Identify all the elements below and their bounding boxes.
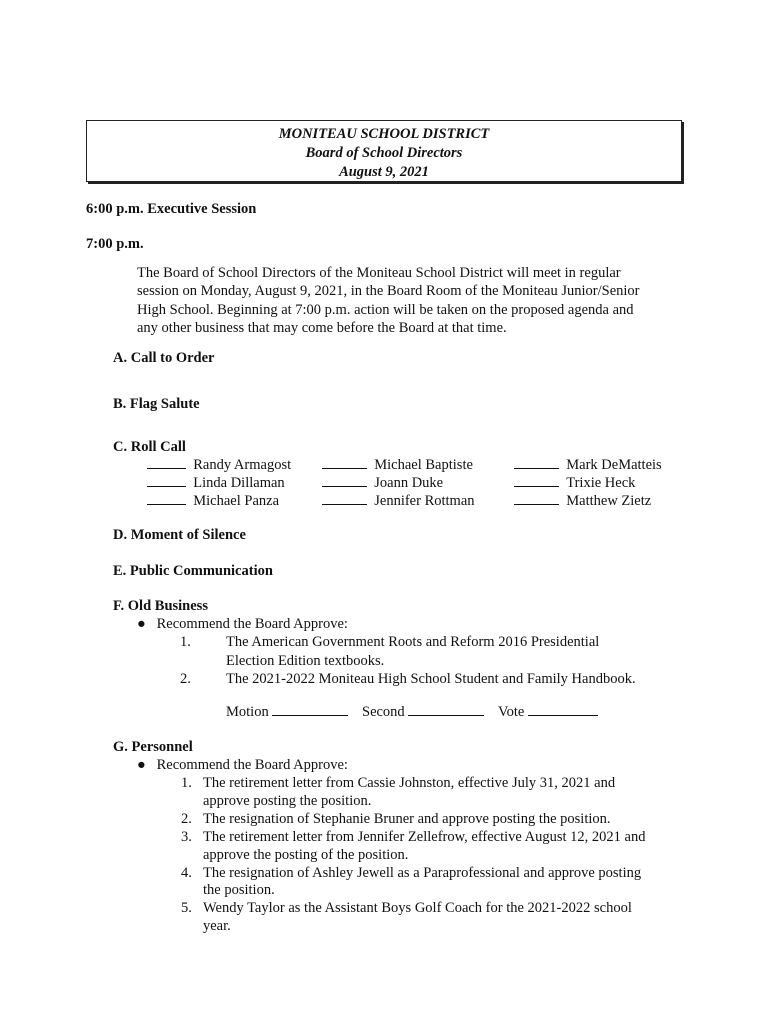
section-old-business: F. Old Business [113,598,208,614]
personnel-item-text: the position. [203,882,275,898]
section-call-to-order: A. Call to Order [113,350,215,366]
personnel-item-text: approve the posting of the position. [203,847,409,863]
personnel-item-text: year. [203,918,231,934]
district-name: MONITEAU SCHOOL DISTRICT [278,126,490,142]
roll-call-col3 [514,456,662,510]
roll-call-entry: Michael Panza [147,492,291,510]
roll-call-col2 [322,456,475,510]
roll-call-entry: Mark DeMatteis [514,456,662,474]
roll-call-entry: Trixie Heck [514,474,662,492]
section-personnel: G. Personnel [113,739,193,755]
roll-call-entry: Joann Duke [322,474,475,492]
personnel-item-text: approve posting the position. [203,793,372,809]
section-moment-of-silence: D. Moment of Silence [113,527,246,543]
personnel-item-num: 3. [181,829,192,845]
section-public-communication: E. Public Communication [113,563,273,579]
roll-call-col1 [147,456,291,510]
personnel-item-num: 1. [181,775,192,791]
second-line: Second [362,703,484,721]
intro-line: any other business that may come before the Board at that time. [137,319,507,336]
regular-session-time: 7:00 p.m. [86,236,144,252]
old-business-item-text: The American Government Roots and Reform 2016 Presidential [226,634,600,650]
personnel-item-num: 5. [181,900,192,916]
personnel-item-text: The retirement letter from Cassie Johnston, effective July 31, 2021 and [203,775,616,791]
meeting-date: August 9, 2021 [339,164,429,180]
agenda-header-box [86,120,682,182]
old-business-item-text: Election Edition textbooks. [226,653,385,669]
roll-call-entry: Jennifer Rottman [322,492,475,510]
intro-line: High School. Beginning at 7:00 p.m. action will be taken on the proposed agenda and [137,301,634,318]
roll-call-entry: Randy Armagost [147,456,291,474]
board-name: Board of School Directors [305,145,463,161]
personnel-bullet: ● Recommend the Board Approve: [137,757,348,773]
roll-call-entry: Matthew Zietz [514,492,662,510]
personnel-item-num: 2. [181,811,192,827]
old-business-bullet: ● Recommend the Board Approve: [137,616,348,632]
intro-paragraph [137,264,677,337]
executive-session-time: 6:00 p.m. Executive Session [86,201,257,217]
roll-call-entry: Michael Baptiste [322,456,475,474]
old-business-item-num: 2. [180,671,191,687]
personnel-item-text: The resignation of Ashley Jewell as a Paraprofessional and approve posting [203,865,642,881]
intro-line: session on Monday, August 9, 2021, in the Board Room of the Moniteau Junior/Senior [137,283,640,300]
old-business-item-text: The 2021-2022 Moniteau High School Student and Family Handbook. [226,671,636,687]
section-flag-salute: B. Flag Salute [113,396,200,412]
roll-call-entry: Linda Dillaman [147,474,291,492]
section-roll-call: C. Roll Call [113,439,186,455]
vote-line: Vote [498,703,598,721]
old-business-item-num: 1. [180,634,191,650]
intro-line: The Board of School Directors of the Moniteau School District will meet in regular [137,265,621,281]
personnel-item-num: 4. [181,865,192,881]
motion-line: Motion [226,703,348,721]
personnel-item-text: The retirement letter from Jennifer Zellefrow, effective August 12, 2021 and [203,829,646,845]
personnel-item-text: The resignation of Stephanie Bruner and approve posting the position. [203,811,611,827]
personnel-item-text: Wendy Taylor as the Assistant Boys Golf Coach for the 2021-2022 school [203,900,632,916]
